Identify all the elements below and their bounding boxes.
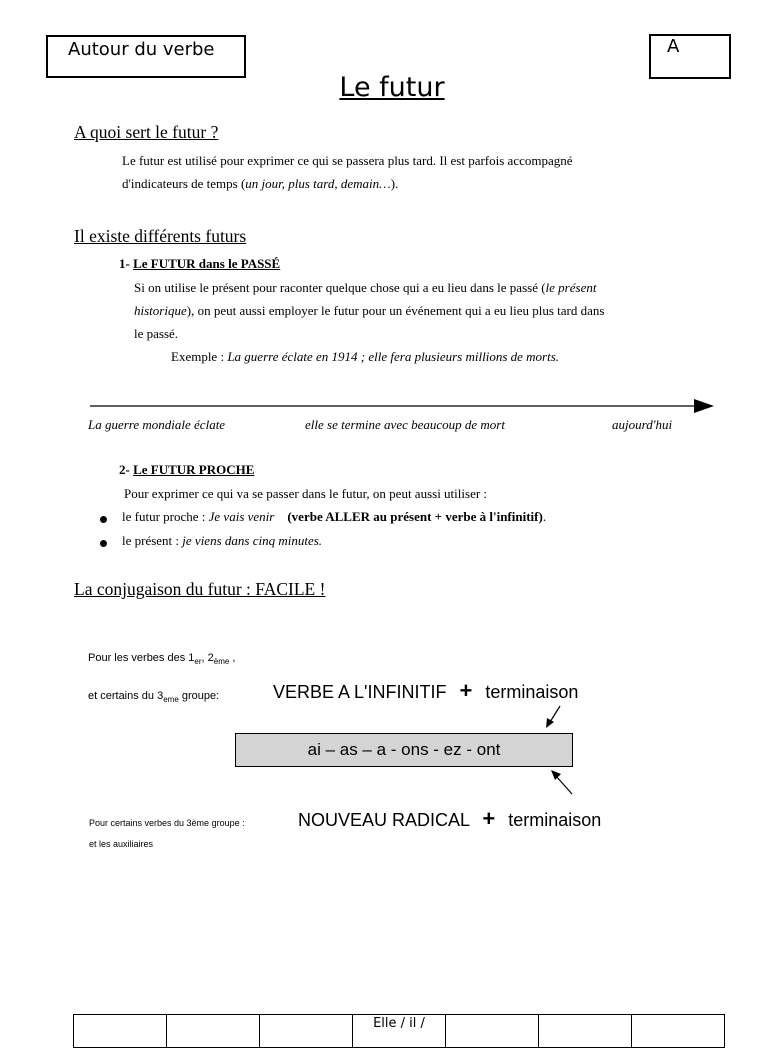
endings-box (235, 733, 573, 767)
section2-heading: Il existe différents futurs (74, 226, 247, 246)
arrow-up-icon (548, 768, 578, 798)
table-cell: Elle / il / (353, 1015, 446, 1048)
table-row (74, 1015, 725, 1048)
groups-line1: Pour les verbes des $1_{er}$, $2_{ème}$ , (88, 652, 236, 667)
groups-line2: et certains du $3_{eme}$ groupe: (88, 690, 220, 705)
section3-heading: La conjugaison du futur : FACILE ! (74, 579, 326, 599)
bullet1: le futur proche : Je vais venir (verbe ALLER au présent + verbe à l'infinitif). (122, 509, 547, 524)
table-cell (167, 1015, 260, 1048)
sub2-title: 2- Le FUTUR PROCHE (119, 462, 255, 477)
formula1: VERBE A L'INFINITIF + terminaison (273, 678, 579, 703)
formula2: NOUVEAU RADICAL + terminaison (298, 806, 602, 831)
table-cell (632, 1015, 725, 1048)
section1-line1: Le futur est utilisé pour exprimer ce qui se passera plus tard. Il est parfois accompagné (122, 153, 573, 168)
conjugation-table (73, 1014, 725, 1048)
sub2-intro: Pour exprimer ce qui va se passer dans le futur, on peut aussi utiliser : (124, 486, 488, 501)
example: Exemple : La guerre éclate en 1914 ; elle fera plusieurs millions de morts. (171, 349, 560, 364)
groups3-line1: Pour certains verbes du 3ème groupe : (89, 818, 245, 828)
bullet-dot (100, 540, 107, 547)
endings-text: ai – as – a - ons - ez - ont (307, 740, 501, 759)
groups3-line2: et les auxiliaires (89, 839, 154, 849)
section1-line2: d'indicateurs de temps (un jour, plus tard, demain…). (122, 176, 399, 191)
timeline-middle: elle se termine avec beaucoup de mort (305, 417, 505, 432)
table-cell (446, 1015, 539, 1048)
level-label: A (667, 36, 680, 57)
timeline-left: La guerre mondiale éclate (88, 417, 226, 432)
category-label: Autour du verbe (68, 39, 215, 60)
timeline-right: aujourd'hui (612, 417, 673, 432)
table-cell (539, 1015, 632, 1048)
bullet-dot (100, 516, 107, 523)
bullet2: le présent : je viens dans cinq minutes. (122, 533, 323, 548)
arrow-down-icon (540, 704, 570, 730)
page-title: Le futur (339, 72, 445, 103)
table-cell (74, 1015, 167, 1048)
section1-text (122, 149, 722, 195)
sub1-text: Si on utilise le présent pour raconter quelque chose qui a eu lieu dans le passé (le présent historique), on peut aussi employer le futur pour un événement qui a eu lieu plus tard dans le passé. (134, 280, 605, 341)
sub1-title: 1- Le FUTUR dans le PASSÉ (119, 256, 281, 271)
section1-heading: A quoi sert le futur ? (74, 122, 219, 142)
table-cell (260, 1015, 353, 1048)
